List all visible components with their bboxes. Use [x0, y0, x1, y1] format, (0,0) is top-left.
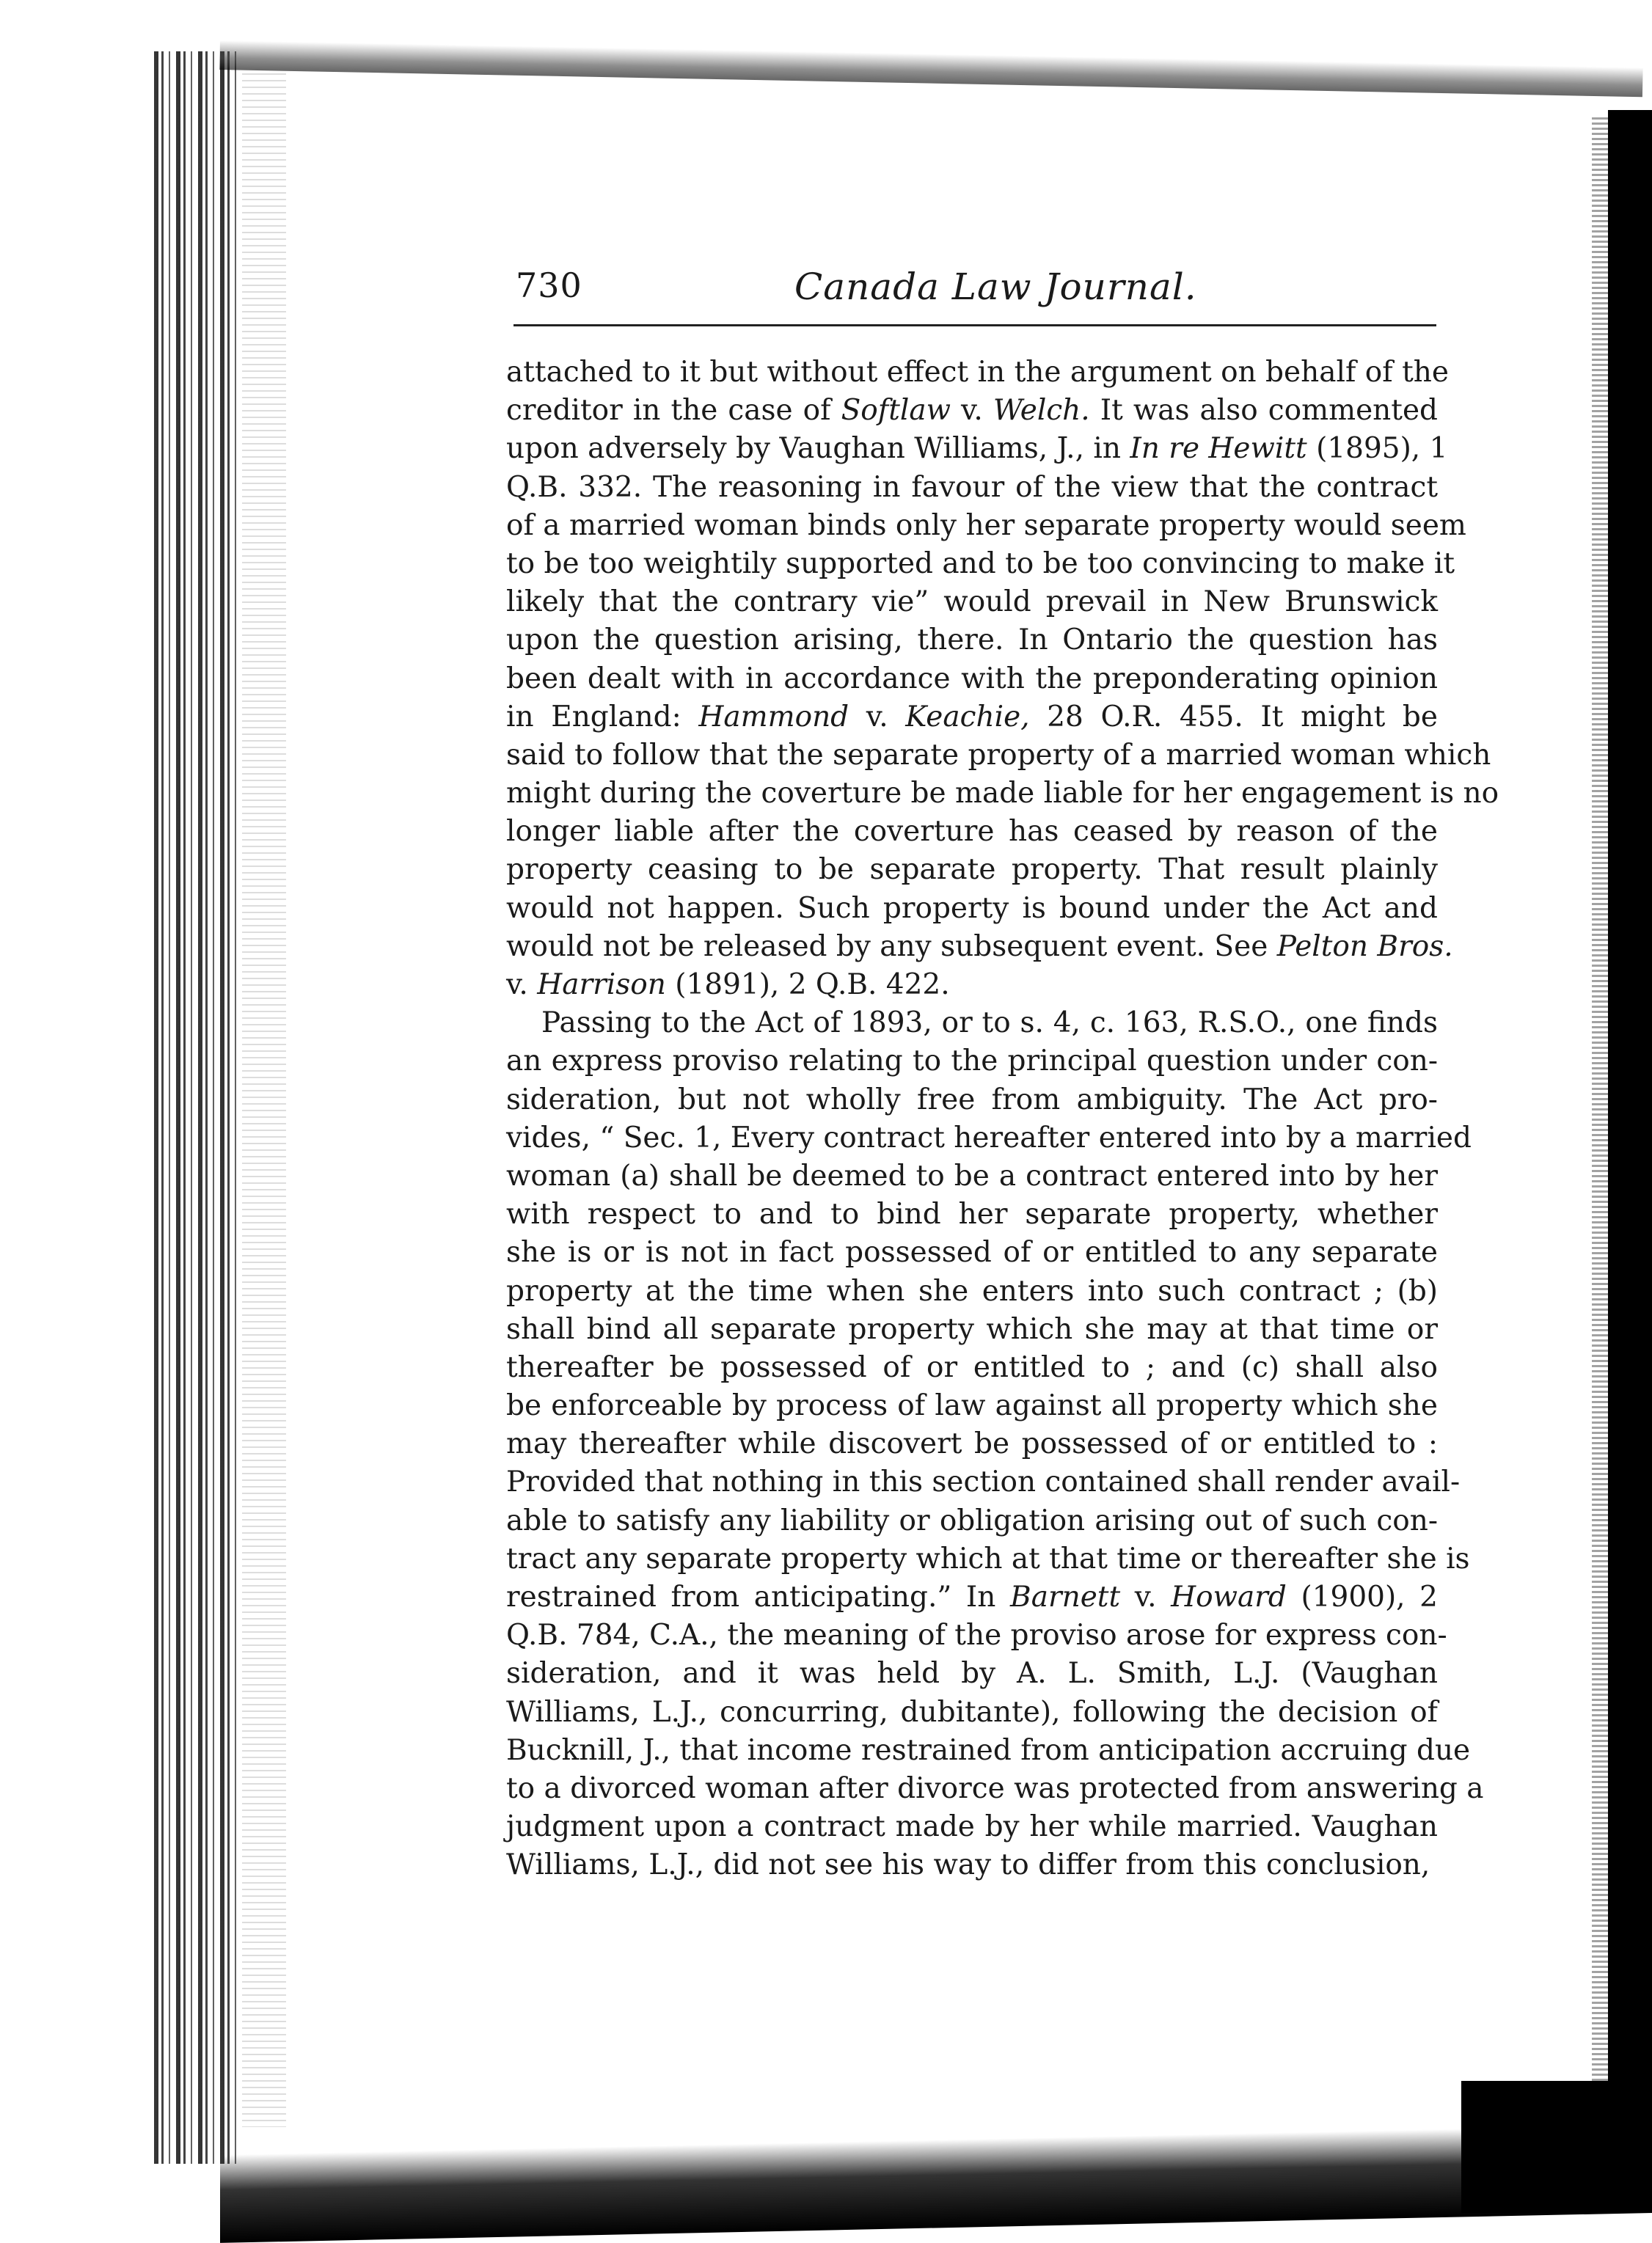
text-line: [506, 1234, 1438, 1272]
text-run: 28 O.R. 455. It might be: [1029, 700, 1438, 733]
text-run: (1891), 2 Q.B. 422.: [665, 968, 950, 1001]
text-run: v.: [506, 968, 538, 1001]
text-line: [506, 1081, 1438, 1119]
case-name: Harrison: [537, 968, 666, 1001]
case-name: Barnett: [1010, 1581, 1121, 1614]
scan-right-shadow: [1592, 117, 1608, 2208]
text-run: judgment upon a contract made by her while married. Vaughan: [506, 1810, 1438, 1844]
case-name: In re Hewitt: [1130, 432, 1307, 466]
text-run: thereafter be possessed of or entitled to ; and (c) shall also: [506, 1350, 1438, 1384]
page-number: 730: [516, 266, 582, 305]
text-run: v.: [849, 700, 906, 733]
text-line: [506, 813, 1438, 851]
text-line: [506, 430, 1448, 468]
text-run: she is or is not in fact possessed of or entitled to any separate: [506, 1236, 1438, 1270]
text-run: Provided that nothing in this section contained shall render avail-: [506, 1466, 1461, 1499]
text-run: creditor in the case of: [506, 394, 841, 428]
text-run: property ceasing to be separate property. That result plainly: [506, 853, 1438, 887]
text-line: [506, 1808, 1438, 1846]
scan-left-shadow: [242, 73, 286, 2127]
text-line: [506, 545, 1455, 583]
text-line: [506, 1042, 1438, 1080]
scan-left-edge: [154, 51, 242, 2164]
text-run: longer liable after the coverture has ceased by reason of the: [506, 815, 1438, 849]
text-run: to a divorced woman after divorce was protected from answering a: [506, 1771, 1484, 1805]
text-line: [506, 1311, 1438, 1349]
text-line: [506, 354, 1449, 392]
text-run: would not be released by any subsequent event. See: [506, 929, 1277, 963]
text-line: [506, 1655, 1438, 1693]
text-line: [506, 1273, 1438, 1311]
text-run: might during the coverture be made liable for her engagement is no: [506, 777, 1499, 811]
text-line: [506, 928, 1453, 966]
text-run: of a married woman binds only her separate property would seem: [506, 508, 1466, 542]
text-line: [506, 1540, 1470, 1578]
text-line: [506, 851, 1438, 889]
text-run: v.: [950, 394, 993, 428]
case-name: Hammond: [698, 700, 849, 733]
case-name: Softlaw: [841, 394, 951, 428]
text-line: [506, 507, 1466, 545]
text-line: [506, 1196, 1438, 1234]
text-line: [506, 1502, 1438, 1540]
text-line: [506, 1004, 1438, 1042]
text-run: Williams, L.J., did not see his way to differ from this conclusion,: [506, 1848, 1430, 1882]
text-run: upon the question arising, there. In Ontario the question has: [506, 623, 1438, 657]
text-run: sideration, and it was held by A. L. Smith, L.J. (Vaughan: [506, 1657, 1438, 1691]
text-line: [506, 1349, 1438, 1387]
text-line: [506, 1425, 1438, 1463]
text-line: [506, 1119, 1472, 1157]
text-line: [506, 469, 1438, 507]
text-line: [506, 1387, 1438, 1425]
text-line: [506, 660, 1438, 698]
text-line: [506, 736, 1491, 775]
text-line: [506, 621, 1438, 659]
page-header: [516, 266, 1436, 324]
text-run: likely that the contrary vie” would prevail in New Brunswick: [506, 585, 1438, 619]
text-run: attached to it but without effect in the argument on behalf of the: [506, 356, 1449, 389]
case-name: Keachie,: [905, 700, 1030, 733]
text-run: upon adversely by Vaughan Williams, J., in: [506, 432, 1130, 466]
text-line: [506, 1732, 1471, 1770]
text-line: [506, 1578, 1438, 1617]
running-title: Canada Law Journal.: [794, 266, 1197, 308]
text-run: Williams, L.J., concurring, dubitante), following the decision of: [506, 1695, 1438, 1729]
text-line: [506, 1694, 1438, 1732]
text-run: (1895), 1: [1306, 432, 1448, 466]
text-line: [506, 583, 1438, 621]
scan-bottom-edge: [220, 2125, 1652, 2243]
text-run: with respect to and to bind her separate property, whether: [506, 1198, 1438, 1232]
text-run: an express proviso relating to the principal question under con-: [506, 1044, 1438, 1078]
case-name: Pelton Bros.: [1276, 929, 1453, 963]
text-run: said to follow that the separate property of a married woman which: [506, 738, 1491, 772]
text-run: Bucknill, J., that income restrained from anticipation accruing due: [506, 1733, 1471, 1767]
text-line: [506, 1846, 1438, 1884]
text-line: [506, 1463, 1461, 1501]
text-line: [506, 698, 1438, 736]
text-line: [506, 1770, 1484, 1808]
text-line: [506, 1617, 1447, 1655]
text-run: in England:: [506, 700, 699, 733]
text-run: restrained from anticipating.” In: [506, 1581, 1011, 1614]
scan-right-edge: [1608, 110, 1652, 2213]
text-run: (1900), 2: [1286, 1581, 1438, 1614]
text-line: [506, 775, 1499, 813]
text-run: Q.B. 784, C.A., the meaning of the proviso arose for express con-: [506, 1619, 1447, 1653]
text-run: been dealt with in accordance with the preponderating opinion: [506, 662, 1438, 695]
text-run: be enforceable by process of law against all property which she: [506, 1389, 1438, 1423]
text-run: able to satisfy any liability or obligation arising out of such con-: [506, 1504, 1438, 1537]
text-line: [506, 890, 1438, 928]
text-line: [506, 1157, 1438, 1196]
text-run: property at the time when she enters into such contract ; (b): [506, 1274, 1438, 1308]
text-run: shall bind all separate property which she may at that time or: [506, 1312, 1438, 1346]
text-run: sideration, but not wholly free from ambiguity. The Act pro-: [506, 1083, 1438, 1116]
case-name: Howard: [1171, 1581, 1287, 1614]
scan-top-edge: [219, 40, 1642, 97]
text-run: would not happen. Such property is bound under the Act and: [506, 891, 1438, 925]
case-name: Welch.: [993, 394, 1090, 428]
text-line: [506, 966, 1438, 1004]
body-text: [506, 354, 1499, 1885]
text-run: vides, “ Sec. 1, Every contract hereafter entered into by a married: [506, 1121, 1472, 1155]
text-run: It was also commented: [1089, 394, 1438, 428]
text-run: to be too weightily supported and to be too convincing to make it: [506, 546, 1455, 580]
scan-bottom-corner: [1461, 2081, 1652, 2213]
text-run: v.: [1120, 1581, 1172, 1614]
text-run: tract any separate property which at that time or thereafter she is: [506, 1542, 1470, 1576]
text-run: woman (a) shall be deemed to be a contract entered into by her: [506, 1159, 1438, 1193]
text-run: may thereafter while discovert be possessed of or entitled to :: [506, 1427, 1438, 1461]
header-rule: [513, 324, 1436, 326]
text-run: Q.B. 332. The reasoning in favour of the view that the contract: [506, 470, 1438, 504]
text-line: [506, 392, 1438, 430]
text-run: Passing to the Act of 1893, or to s. 4, c. 163, R.S.O., one finds: [541, 1006, 1438, 1040]
